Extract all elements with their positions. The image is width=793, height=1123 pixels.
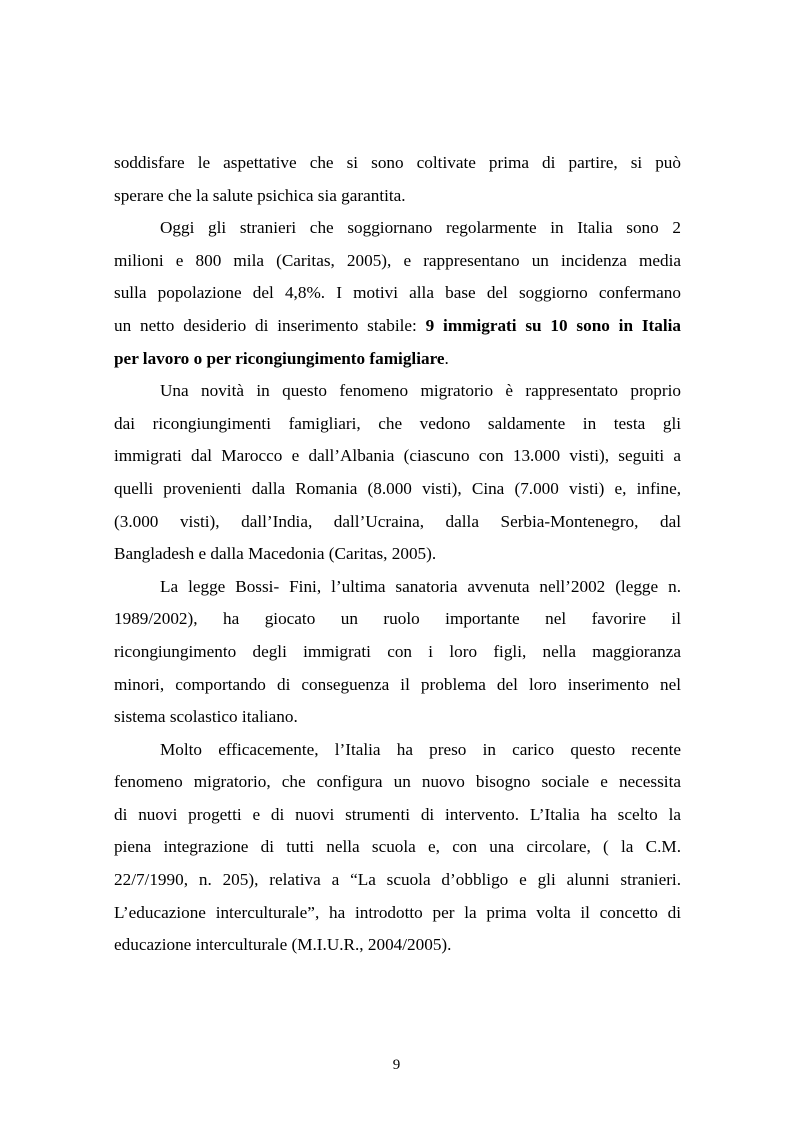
text-line: fenomeno migratorio, che configura un nuovo bisogno sociale e necessita — [114, 772, 681, 792]
bold-text: per lavoro o per ricongiungimento famigliare — [114, 348, 445, 368]
text-line: 22/7/1990, n. 205), relativa a “La scuola d’obbligo e gli alunni stranieri. — [114, 870, 681, 890]
text-line: sulla popolazione del 4,8%. I motivi alla base del soggiorno confermano — [114, 283, 681, 303]
text-segment: . — [444, 348, 449, 368]
page-number: 9 — [392, 1057, 401, 1073]
text-line: di nuovi progetti e di nuovi strumenti di intervento. L’Italia ha scelto la — [114, 804, 681, 824]
text-line: ricongiungimento degli immigrati con i loro figli, nella maggioranza — [114, 641, 681, 661]
text-line: sperare che la salute psichica sia garantita. — [114, 185, 406, 205]
body-text — [114, 147, 681, 962]
text-line: 1989/2002), ha giocato un ruolo importante nel favorire il — [114, 609, 681, 629]
bold-text: 9 immigrati su 10 sono in Italia — [425, 315, 681, 335]
text-line: L’educazione interculturale”, ha introdotto per la prima volta il concetto di — [114, 902, 681, 922]
paragraph-first-line: Una novità in questo fenomeno migratorio è rappresentato proprio — [160, 381, 681, 401]
text-line: dai ricongiungimenti famigliari, che vedono saldamente in testa gli — [114, 413, 681, 433]
paragraph-first-line: La legge Bossi- Fini, l’ultima sanatoria avvenuta nell’2002 (legge n. — [160, 576, 681, 596]
text-line: quelli provenienti dalla Romania (8.000 visti), Cina (7.000 visti) e, infine, — [114, 478, 681, 498]
text-line: piena integrazione di tutti nella scuola e, con una circolare, ( la C.M. — [114, 837, 681, 857]
text-line — [114, 310, 681, 343]
paragraph-first-line: Molto efficacemente, l’Italia ha preso in carico questo recente — [160, 739, 681, 759]
text-line: (3.000 visti), dall’India, dall’Ucraina, dalla Serbia-Montenegro, dal — [114, 511, 681, 531]
text-line: sistema scolastico italiano. — [114, 707, 298, 727]
text-line: milioni e 800 mila (Caritas, 2005), e rappresentano un incidenza media — [114, 250, 681, 270]
text-segment: un netto desiderio di inserimento stabile: — [114, 315, 426, 335]
text-line: educazione interculturale (M.I.U.R., 2004/2005). — [114, 935, 452, 955]
text-line: Bangladesh e dalla Macedonia (Caritas, 2005). — [114, 544, 437, 564]
text-line: soddisfare le aspettative che si sono coltivate prima di partire, si può — [114, 153, 681, 172]
text-line: minori, comportando di conseguenza il problema del loro inserimento nel — [114, 674, 681, 694]
paragraph-first-line: Oggi gli stranieri che soggiornano regolarmente in Italia sono 2 — [160, 218, 681, 238]
text-line: immigrati dal Marocco e dall’Albania (ciascuno con 13.000 visti), seguiti a — [114, 446, 681, 466]
text-line — [114, 343, 681, 376]
